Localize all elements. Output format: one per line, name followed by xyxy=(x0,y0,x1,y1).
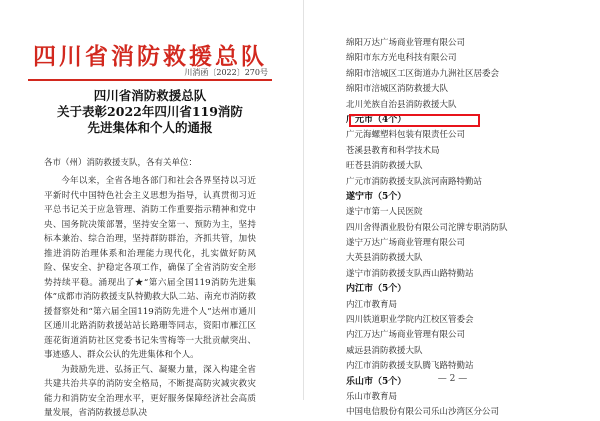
title-line: 关于表彰2022年四川省119消防 xyxy=(57,104,243,119)
list-item: 广元海螺塑料包装有限责任公司 xyxy=(346,130,466,141)
document-title xyxy=(0,88,300,136)
list-item: 广元市消防救援支队滨河南路特勤站 xyxy=(346,176,483,187)
salutation: 各市（州）消防救援支队，各有关单位： xyxy=(44,158,198,168)
list-item: 绵阳市东方光电科技有限公司 xyxy=(346,53,457,64)
city-heading: 乐山市（5个） xyxy=(346,376,407,387)
city-heading: 广元市（4个） xyxy=(346,114,407,125)
city-heading: 遂宁市（5个） xyxy=(346,191,407,202)
right-page xyxy=(303,0,600,418)
red-divider xyxy=(28,79,272,81)
list-item: 苍溪县教育和科学技术局 xyxy=(346,145,440,156)
list-item: 遂宁市消防救援支队西山路特勤站 xyxy=(346,268,474,279)
list-item: 旺苍县消防救援大队 xyxy=(346,161,423,172)
list-item: 内江市消防救援支队腾飞路特勤站 xyxy=(346,361,474,372)
document-number: 川消函〔2022〕270号 xyxy=(184,68,268,77)
list-item: 绵阳万达广场商业管理有限公司 xyxy=(346,38,466,48)
list-item: 北川羌族自治县消防救援大队 xyxy=(346,99,457,110)
list-item: 威远县消防救援大队 xyxy=(346,345,423,356)
body-paragraph: 今年以来，全省各地各部门和社会各界坚持以习近平新时代中国特色社会主义思想为指导，认真贯彻习近平总书记关于应急管理、消防工作重要指示精神和党中央、国务院决策部署，坚持安全第一、预防为主，坚持标本兼治、综合治理，坚持群防群治，齐抓共管，加快推进消防治理体系和治理能力现代化，扎实做好防风险、保安全、护稳定各项工作，确保了全省消防安全形势持续平稳。涌现出了★“第六届全国119消防先进集体”成都市消防救援支队特勤救大队二站、南充市消防救援督察处和“第六届全国119消防先进个人”达州市通川区通川北路消防救援站站长路珊等同志，资阳市雁江区莲花街道消防社区党委书记朱雪梅等一大批贡献突出、事迹感人、群众公认的先进集体和个人。 xyxy=(44,176,256,360)
body-paragraph: 为鼓励先进、弘扬正气、凝聚力量，深入构建全省共建共治共享的消防安全格局，不断提高防灾减灾救灾能力和消防安全治理水平，更好服务保障经济社会高质量发展，省消防救援总队决 xyxy=(44,364,256,418)
highlight-box xyxy=(349,114,480,127)
list-item: 绵阳市涪城区工区街道办九洲社区居委会 xyxy=(346,68,500,79)
honoree-list xyxy=(346,36,596,421)
list-item: 四川铁道职业学院内江校区管委会 xyxy=(346,315,474,326)
list-item: 大英县消防救援大队 xyxy=(346,253,423,264)
list-item: 中国电信股份有限公司乐山沙湾区分公司 xyxy=(346,407,500,418)
page-number: — 2 — xyxy=(437,374,468,384)
title-line: 四川省消防救援总队 xyxy=(93,88,207,103)
document-body xyxy=(44,174,256,421)
list-item: 遂宁市第一人民医院 xyxy=(346,207,423,218)
list-item: 遂宁万达广场商业管理有限公司 xyxy=(346,238,466,249)
list-item: 乐山市教育局 xyxy=(346,391,398,402)
list-item: 内江市教育局 xyxy=(346,299,398,310)
list-item: 四川舍得酒业股份有限公司沱牌专职消防队 xyxy=(346,222,508,233)
list-item: 内江万达广场商业管理有限公司 xyxy=(346,330,466,341)
title-line: 先进集体和个人的通报 xyxy=(87,120,213,135)
list-item: 绵阳市涪城区消防救援大队 xyxy=(346,84,449,95)
city-heading: 内江市（5个） xyxy=(346,284,407,295)
issuer-header: 四川省消防救援总队 xyxy=(33,43,267,70)
left-page xyxy=(0,0,300,418)
